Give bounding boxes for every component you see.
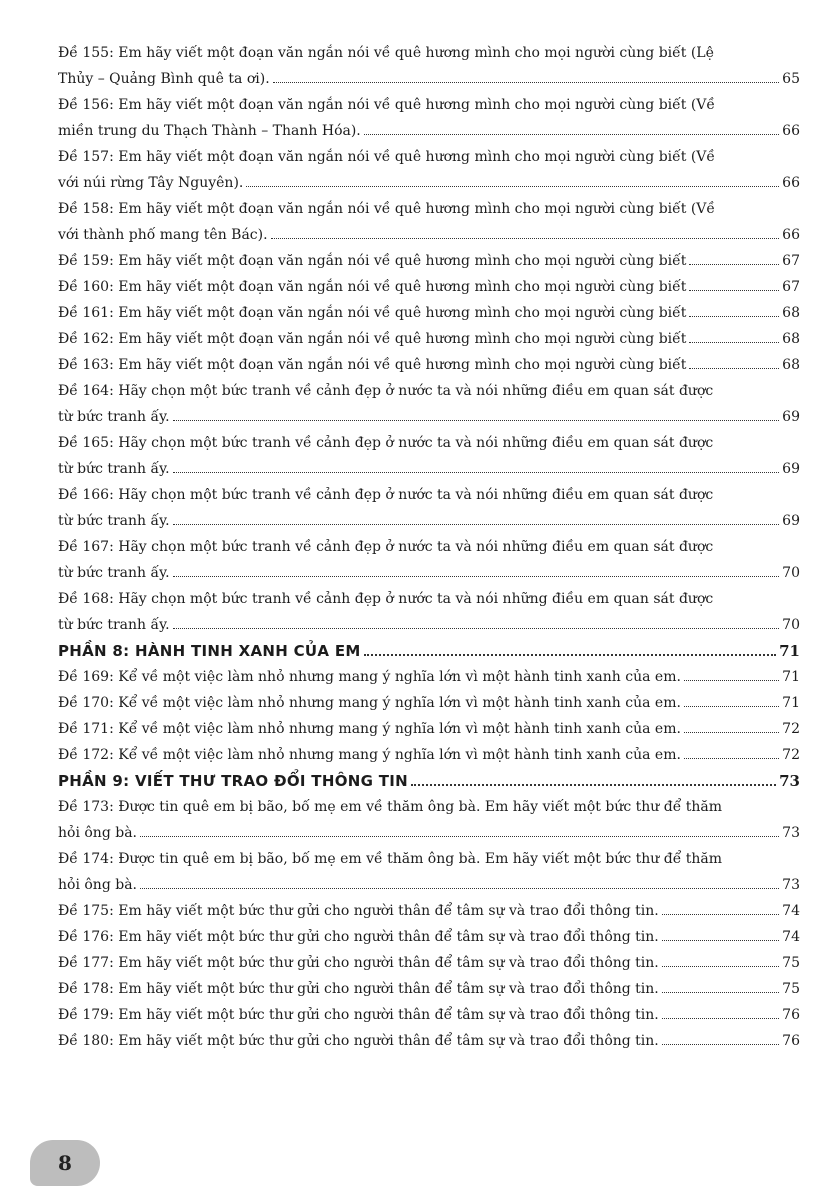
- toc-leader-row: [58, 768, 800, 794]
- toc-leader-row: [58, 820, 800, 846]
- toc-entry: [58, 742, 800, 768]
- toc-entry-text: Đề 167: Hãy chọn một bức tranh về cảnh đẹp ở nước ta và nói những điều em quan sát được: [58, 539, 714, 555]
- dot-leader: [140, 887, 779, 889]
- toc-entry-text: Đề 158: Em hãy viết một đoạn văn ngắn nói về quê hương mình cho mọi người cùng biết (Về: [58, 201, 716, 217]
- dot-leader: [684, 757, 779, 759]
- dot-leader: [689, 263, 779, 265]
- toc-leader-row: [58, 170, 800, 196]
- toc-page-number: 71: [782, 669, 800, 685]
- toc-entry-text: Đề 176: Em hãy viết một bức thư gửi cho người thân để tâm sự và trao đổi thông tin.: [58, 929, 659, 945]
- toc-entry: [58, 248, 800, 274]
- toc-entry: [58, 326, 800, 352]
- dot-leader: [364, 653, 777, 656]
- toc-leader-row: [58, 1002, 800, 1028]
- toc-entry: [58, 898, 800, 924]
- toc-entry-text: Đề 175: Em hãy viết một bức thư gửi cho người thân để tâm sự và trao đổi thông tin.: [58, 903, 659, 919]
- toc-leader-row: [58, 274, 800, 300]
- toc-page-number: 73: [779, 772, 800, 790]
- dot-leader: [689, 315, 779, 317]
- toc-entry: [58, 352, 800, 378]
- dot-leader: [411, 783, 776, 786]
- toc-page-number: 73: [782, 877, 800, 893]
- toc-entry-text: Đề 168: Hãy chọn một bức tranh về cảnh đẹp ở nước ta và nói những điều em quan sát được: [58, 591, 714, 607]
- toc-entry-text: miền trung du Thạch Thành – Thanh Hóa).: [58, 123, 361, 139]
- toc-page-number: 69: [782, 461, 800, 477]
- toc-entry-text: Đề 159: Em hãy viết một đoạn văn ngắn nói về quê hương mình cho mọi người cùng biết: [58, 253, 687, 269]
- toc-leader-row: [58, 898, 800, 924]
- toc-page-number: 68: [782, 331, 800, 347]
- dot-leader: [271, 237, 780, 239]
- toc-leader-row: [58, 222, 800, 248]
- toc-page-number: 76: [782, 1033, 800, 1049]
- toc-entry-text: Đề 180: Em hãy viết một bức thư gửi cho người thân để tâm sự và trao đổi thông tin.: [58, 1033, 659, 1049]
- dot-leader: [689, 341, 779, 343]
- dot-leader: [173, 419, 780, 421]
- toc-leader-row: [58, 248, 800, 274]
- toc-entry: [58, 664, 800, 690]
- toc-page-number: 73: [782, 825, 800, 841]
- toc-leader-row: [58, 66, 800, 92]
- toc-entry-text: từ bức tranh ấy.: [58, 513, 170, 529]
- table-of-contents: [58, 40, 800, 1054]
- dot-leader: [689, 289, 779, 291]
- toc-leader-row: [58, 716, 800, 742]
- page-number: 8: [58, 1151, 72, 1175]
- toc-page-number: 67: [782, 279, 800, 295]
- toc-entry-text: Đề 155: Em hãy viết một đoạn văn ngắn nói về quê hương mình cho mọi người cùng biết (Lệ: [58, 45, 714, 61]
- toc-entry-text: Đề 179: Em hãy viết một bức thư gửi cho người thân để tâm sự và trao đổi thông tin.: [58, 1007, 659, 1023]
- toc-page-number: 75: [782, 955, 800, 971]
- toc-entry-text: PHẦN 9: VIẾT THƯ TRAO ĐỔI THÔNG TIN: [58, 772, 408, 790]
- toc-entry-text: từ bức tranh ấy.: [58, 461, 170, 477]
- toc-page-number: 66: [782, 123, 800, 139]
- toc-entry-text: Đề 163: Em hãy viết một đoạn văn ngắn nói về quê hương mình cho mọi người cùng biết: [58, 357, 687, 373]
- dot-leader: [684, 679, 779, 681]
- toc-entry-text: Đề 169: Kể về một việc làm nhỏ nhưng mang ý nghĩa lớn vì một hành tinh xanh của em.: [58, 669, 681, 685]
- toc-entry: [58, 976, 800, 1002]
- toc-entry-text: Đề 161: Em hãy viết một đoạn văn ngắn nói về quê hương mình cho mọi người cùng biết: [58, 305, 687, 321]
- toc-entry-text: Đề 170: Kể về một việc làm nhỏ nhưng mang ý nghĩa lớn vì một hành tinh xanh của em.: [58, 695, 681, 711]
- toc-entry-text: với núi rừng Tây Nguyên).: [58, 175, 244, 191]
- toc-entry: [58, 196, 800, 248]
- toc-page-number: 70: [782, 565, 800, 581]
- toc-entry: [58, 924, 800, 950]
- toc-entry-text: từ bức tranh ấy.: [58, 617, 170, 633]
- toc-page-number: 72: [782, 747, 800, 763]
- toc-page-number: 74: [782, 929, 800, 945]
- toc-entry: [58, 92, 800, 144]
- toc-entry: [58, 1028, 800, 1054]
- toc-entry-text: Đề 171: Kể về một việc làm nhỏ nhưng mang ý nghĩa lớn vì một hành tinh xanh của em.: [58, 721, 681, 737]
- toc-page-number: 68: [782, 305, 800, 321]
- toc-entry: [58, 846, 800, 898]
- toc-leader-row: [58, 456, 800, 482]
- toc-entry-text: hỏi ông bà.: [58, 877, 137, 893]
- toc-leader-row: [58, 508, 800, 534]
- toc-page-number: 71: [782, 695, 800, 711]
- toc-leader-row: [58, 872, 800, 898]
- toc-entry: [58, 430, 800, 482]
- toc-leader-row: [58, 638, 800, 664]
- toc-leader-row: [58, 924, 800, 950]
- toc-entry-text: Đề 160: Em hãy viết một đoạn văn ngắn nói về quê hương mình cho mọi người cùng biết: [58, 279, 687, 295]
- toc-section-heading: [58, 768, 800, 794]
- dot-leader: [662, 939, 779, 941]
- toc-page-number: 66: [782, 227, 800, 243]
- toc-page-number: 69: [782, 409, 800, 425]
- toc-entry-text: Đề 157: Em hãy viết một đoạn văn ngắn nói về quê hương mình cho mọi người cùng biết (Về: [58, 149, 716, 165]
- toc-entry: [58, 144, 800, 196]
- page-number-badge: [30, 1140, 100, 1186]
- toc-entry: [58, 274, 800, 300]
- toc-leader-row: [58, 690, 800, 716]
- toc-entry: [58, 482, 800, 534]
- toc-entry: [58, 378, 800, 430]
- toc-leader-row: [58, 742, 800, 768]
- toc-entry-text: Đề 165: Hãy chọn một bức tranh về cảnh đẹp ở nước ta và nói những điều em quan sát được: [58, 435, 714, 451]
- toc-entry-text: Đề 156: Em hãy viết một đoạn văn ngắn nói về quê hương mình cho mọi người cùng biết (Về: [58, 97, 716, 113]
- toc-leader-row: [58, 976, 800, 1002]
- toc-page-number: 67: [782, 253, 800, 269]
- toc-entry: [58, 40, 800, 92]
- toc-entry: [58, 300, 800, 326]
- toc-page-number: 65: [782, 71, 800, 87]
- dot-leader: [662, 965, 779, 967]
- toc-page-number: 66: [782, 175, 800, 191]
- dot-leader: [140, 835, 779, 837]
- dot-leader: [684, 731, 779, 733]
- dot-leader: [364, 133, 779, 135]
- toc-leader-row: [58, 612, 800, 638]
- dot-leader: [662, 1017, 779, 1019]
- toc-leader-row: [58, 326, 800, 352]
- toc-entry-text: hỏi ông bà.: [58, 825, 137, 841]
- dot-leader: [173, 575, 780, 577]
- toc-leader-row: [58, 664, 800, 690]
- toc-entry-text: Đề 164: Hãy chọn một bức tranh về cảnh đẹp ở nước ta và nói những điều em quan sát được: [58, 383, 714, 399]
- toc-page-number: 71: [779, 642, 800, 660]
- dot-leader: [684, 705, 779, 707]
- dot-leader: [173, 523, 780, 525]
- dot-leader: [273, 81, 780, 83]
- toc-entry-text: Thủy – Quảng Bình quê ta ơi).: [58, 71, 270, 87]
- toc-entry-text: Đề 178: Em hãy viết một bức thư gửi cho người thân để tâm sự và trao đổi thông tin.: [58, 981, 659, 997]
- dot-leader: [173, 471, 780, 473]
- toc-page-number: 74: [782, 903, 800, 919]
- toc-entry-text: PHẦN 8: HÀNH TINH XANH CỦA EM: [58, 642, 361, 660]
- toc-entry-text: Đề 177: Em hãy viết một bức thư gửi cho người thân để tâm sự và trao đổi thông tin.: [58, 955, 659, 971]
- dot-leader: [173, 627, 780, 629]
- toc-leader-row: [58, 1028, 800, 1054]
- dot-leader: [662, 1043, 779, 1045]
- toc-entry-text: Đề 166: Hãy chọn một bức tranh về cảnh đẹp ở nước ta và nói những điều em quan sát được: [58, 487, 714, 503]
- toc-entry: [58, 690, 800, 716]
- toc-page-number: 76: [782, 1007, 800, 1023]
- toc-page-number: 69: [782, 513, 800, 529]
- toc-entry: [58, 586, 800, 638]
- dot-leader: [246, 185, 779, 187]
- toc-entry-text: với thành phố mang tên Bác).: [58, 227, 268, 243]
- dot-leader: [662, 913, 779, 915]
- toc-entry-text: từ bức tranh ấy.: [58, 565, 170, 581]
- dot-leader: [662, 991, 779, 993]
- toc-leader-row: [58, 404, 800, 430]
- toc-entry: [58, 1002, 800, 1028]
- toc-page-number: 75: [782, 981, 800, 997]
- toc-page-number: 68: [782, 357, 800, 373]
- toc-page-number: 70: [782, 617, 800, 633]
- toc-page-number: 72: [782, 721, 800, 737]
- toc-section-heading: [58, 638, 800, 664]
- toc-leader-row: [58, 560, 800, 586]
- toc-entry: [58, 950, 800, 976]
- toc-entry-text: từ bức tranh ấy.: [58, 409, 170, 425]
- toc-entry-text: Đề 173: Được tin quê em bị bão, bố mẹ em về thăm ông bà. Em hãy viết một bức thư để thăm: [58, 799, 723, 815]
- dot-leader: [689, 367, 779, 369]
- toc-leader-row: [58, 118, 800, 144]
- toc-leader-row: [58, 352, 800, 378]
- toc-entry: [58, 534, 800, 586]
- toc-entry-text: Đề 174: Được tin quê em bị bão, bố mẹ em về thăm ông bà. Em hãy viết một bức thư để thăm: [58, 851, 723, 867]
- toc-leader-row: [58, 950, 800, 976]
- toc-entry: [58, 794, 800, 846]
- toc-entry-text: Đề 162: Em hãy viết một đoạn văn ngắn nói về quê hương mình cho mọi người cùng biết: [58, 331, 687, 347]
- toc-entry: [58, 716, 800, 742]
- toc-leader-row: [58, 300, 800, 326]
- toc-entry-text: Đề 172: Kể về một việc làm nhỏ nhưng mang ý nghĩa lớn vì một hành tinh xanh của em.: [58, 747, 681, 763]
